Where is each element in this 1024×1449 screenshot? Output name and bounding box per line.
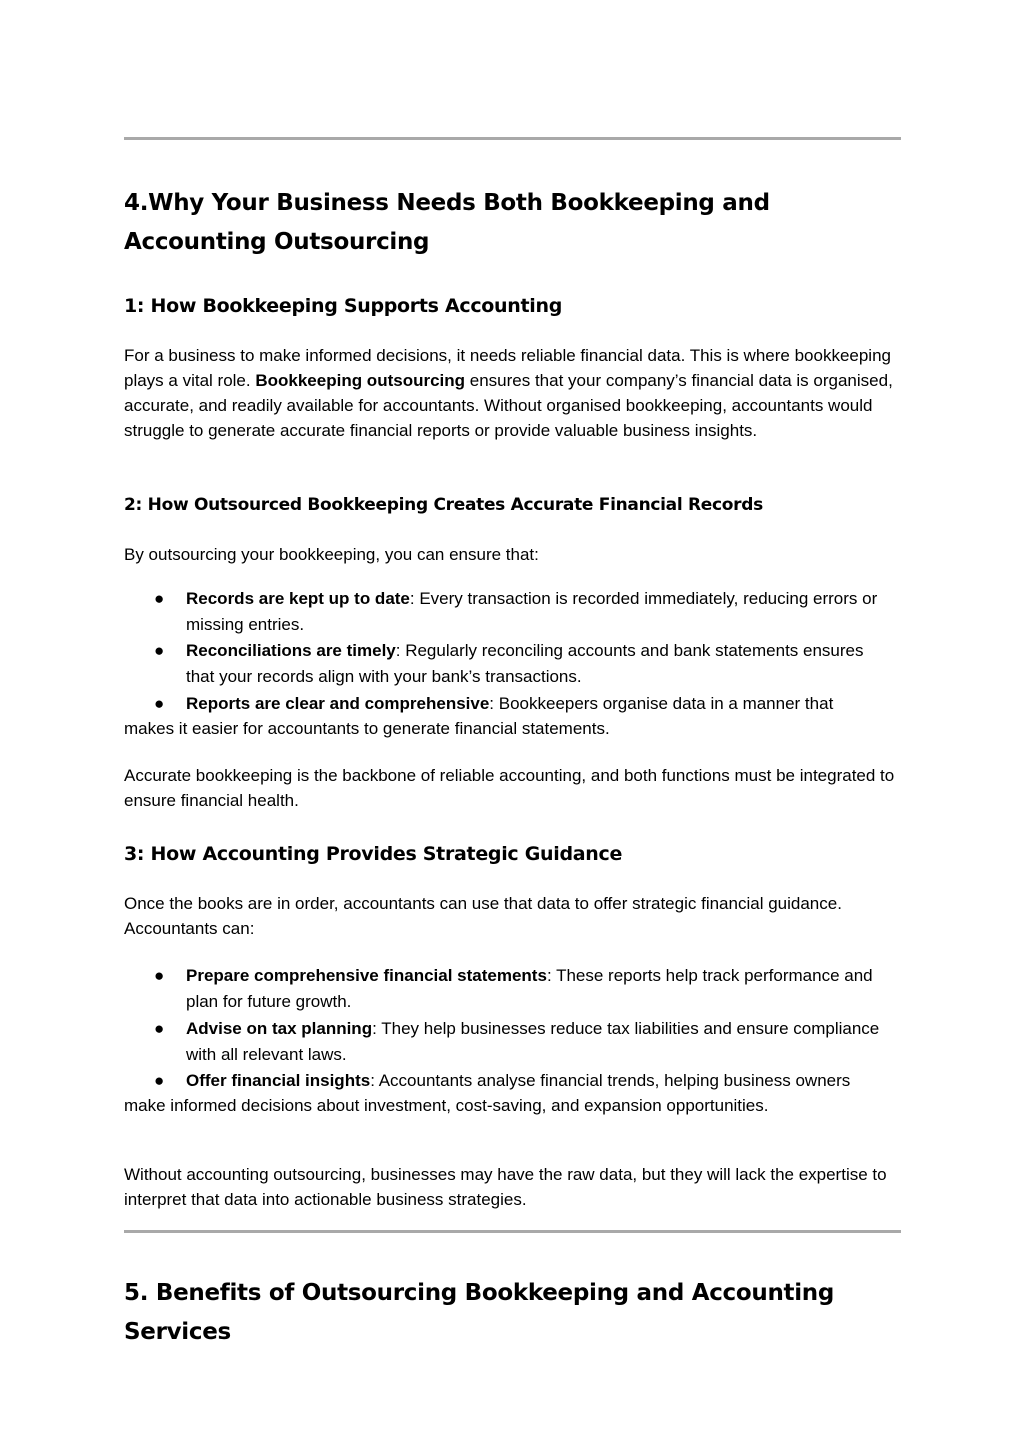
list-item [154,638,886,690]
subsection-1-paragraph [124,343,904,443]
section-5-title: 5. Benefits of Outsourcing Bookkeeping and Accounting Services [124,1280,835,1345]
list-item-bold: Reports are clear and comprehensive [186,694,490,713]
list-item-bold: Advise on tax planning [186,1019,373,1038]
list-item-text: : Bookkeepers organise data in a manner that makes it easier for accountants to generate financial statements. [124,694,834,738]
list-item-bold: Reconciliations are timely [186,641,396,660]
bullet-icon: ● [154,641,165,660]
subsection-2-heading: 2: How Outsourced Bookkeeping Creates Accurate Financial Records [124,495,763,515]
section-4-title: 4.Why Your Business Needs Both Bookkeeping and Accounting Outsourcing [124,190,770,255]
list-item-text: : Accountants analyse financial trends, helping business owners make informed decisions about investment, cost-saving, and expansion opportunities. [124,1071,851,1115]
list-item-text: : Regularly reconciling accounts and bank statements ensures that your records align with your bank’s transactions. [186,641,864,686]
paragraph-text: For a business to make informed decisions, it needs reliable financial data. This is where bookkeeping plays a vital role. [124,346,891,390]
list-item-text: : They help businesses reduce tax liabilities and ensure compliance with all relevant laws. [186,1019,880,1064]
subsection-2-outro: Accurate bookkeeping is the backbone of reliable accounting, and both functions must be integrated to ensure financial health. [124,766,895,810]
bullet-icon: ● [154,694,165,713]
list-item [154,963,886,1015]
bullet-icon: ● [154,966,165,985]
list-item [124,1068,884,1118]
list-item-text: : These reports help track performance and plan for future growth. [186,966,873,1011]
horizontal-divider [124,137,901,140]
list-item [154,1016,886,1068]
list-item [154,586,886,638]
list-item [124,691,884,741]
subsection-3-heading: 3: How Accounting Provides Strategic Guidance [124,843,623,865]
subsection-1-heading: 1: How Bookkeeping Supports Accounting [124,295,563,317]
list-item-bold: Records are kept up to date [186,589,410,608]
subsection-2-intro: By outsourcing your bookkeeping, you can ensure that: [124,545,539,564]
bullet-icon: ● [154,589,165,608]
bold-phrase: Bookkeeping outsourcing [255,371,466,390]
list-item-bold: Prepare comprehensive financial statements [186,966,547,985]
bullet-icon: ● [154,1019,165,1038]
horizontal-divider [124,1230,901,1233]
bullet-icon: ● [154,1071,165,1090]
list-item-bold: Offer financial insights [186,1071,371,1090]
list-item-text: : Every transaction is recorded immediately, reducing errors or missing entries. [186,589,878,634]
subsection-3-outro: Without accounting outsourcing, businesses may have the raw data, but they will lack the expertise to interpret that data into actionable business strategies. [124,1165,887,1209]
subsection-3-intro: Once the books are in order, accountants can use that data to offer strategic financial guidance. Accountants can: [124,894,842,938]
paragraph-text: ensures that your company’s financial data is organised, accurate, and readily available for accountants. Without organised bookkeeping, accountants would struggle to generate accurate financial reports or provide valuable business insights. [124,371,893,440]
